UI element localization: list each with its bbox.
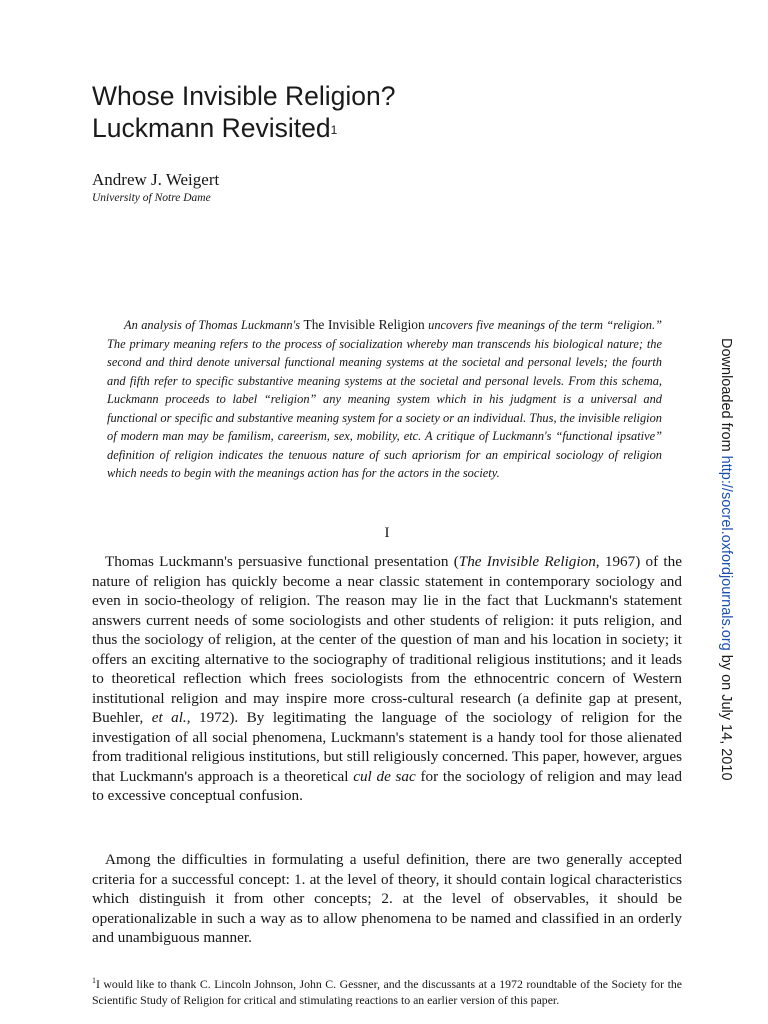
author-name: Andrew J. Weigert — [92, 170, 220, 189]
download-notice-prefix: Downloaded from — [718, 338, 734, 456]
body-paragraph-2: Among the difficulties in formulating a useful definition, there are two generally accepted criteria for a successful concept: 1. at the level of theory, it should contain logical characteristics which distinguish it from other concepts; 2. at the level of observables, it should be operationalizable in such a way as to allow phenomena to be named and classified in an orderly and unambiguous manner. — [92, 851, 682, 946]
download-notice — [718, 338, 734, 781]
p1-text-b: , 1967) of the nature of religion has quickly become a near classic statement in contemporary sociology and even in socio-theology of religion. The reason may lie in the fact that Luckmann's statement answers current needs of some sociologists and other students of religion: it puts religion, and thus the sociology of religion, at the center of the question of man and his location in society; it offers an exciting alternative to the sociography of traditional religious institutions; and it leads to theoretical reflection which frees sociologists from the ethnocentric concern of Western institutional religion and may inspire more cross-cultural research (a definite gap at present, Buehler, — [92, 553, 682, 726]
abstract — [107, 316, 662, 483]
p1-text-c: , 1972). By legitimating the language of the sociology of religion for the investigation of all social phenomena, Luckmann's statement is a handy tool for those alienated from traditional religious institutions, but still religiously concerned. This paper, however, argues that Luckmann's approach is a theoretical — [92, 709, 682, 785]
p1-text-d: for the sociology of religion and may lead to excessive conceptual confusion. — [92, 767, 682, 804]
title-footnote-marker[interactable]: 1 — [330, 123, 338, 137]
abstract-text-2: uncovers five meanings of the term “religion.” The primary meaning refers to the process of socialization whereby man transcends his biological nature; the second and third denote universal functional meaning systems at the societal and personal levels; the fourth and fifth refer to specific substantive meaning systems at the societal and personal levels. From this schema, Luckmann proceeds to label “religion” any meaning system which in his judgment is a universal and functional or specific and substantive meaning system for a society or an individual. Thus, the invisible religion of modern man may be familism, careerism, sex, mobility, etc. A critique of Luckmann's “functional ipsative” definition of religion indicates the tenuous nature of such apriorism for an empirical sociology of religion which needs to begin with the meanings action has for the actors in the society. — [107, 318, 662, 480]
p1-text-a: Thomas Luckmann's persuasive functional presentation ( — [105, 553, 459, 570]
article-title — [92, 80, 652, 144]
title-line-2-text: Luckmann Revisited — [92, 113, 331, 143]
journal-link[interactable]: http://socrel.oxfordjournals.org — [718, 455, 734, 651]
section-heading: I — [384, 525, 390, 541]
author-affiliation: University of Notre Dame — [92, 192, 211, 204]
title-line-1: Whose Invisible Religion? — [92, 81, 396, 111]
p1-et-al: et al. — [151, 709, 187, 726]
abstract-book-title: The Invisible Religion — [303, 317, 425, 332]
footnote-text: I would like to thank C. Lincoln Johnson, John C. Gessner, and the discussants at a 1972 roundtable of the Society for the Scientific Study of Religion for critical and stimulating reactions to an earlier version of this paper. — [92, 976, 682, 1008]
footnote — [92, 973, 682, 1009]
p1-cul-de-sac: cul de sac — [353, 767, 416, 785]
footnote-marker: 1 — [92, 976, 96, 985]
p1-book-title: The Invisible Religion — [458, 553, 596, 570]
body-paragraph-1 — [92, 552, 682, 806]
abstract-text-1: An analysis of Thomas Luckmann's — [124, 318, 304, 332]
title-line-2 — [92, 112, 652, 144]
download-notice-suffix: by on July 14, 2010 — [718, 650, 734, 781]
